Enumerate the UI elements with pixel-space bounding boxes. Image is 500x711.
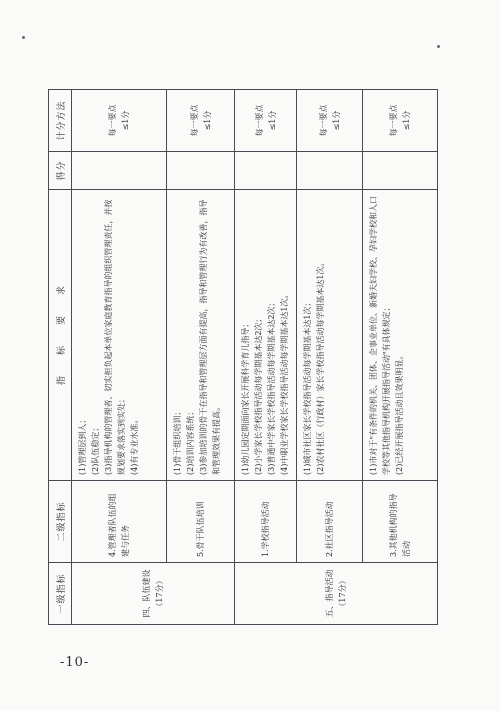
level2-cell: 1.学校指导活动: [235, 481, 297, 563]
score-cell: [297, 152, 363, 190]
requirements-cell: (1)骨干组织培训； (2)培训内容系统； (3)参加培训的骨干在指导和管理层方面有提高，指导和管理行为有改善，指导和管理效果有提高。: [167, 190, 235, 481]
method-cell: 每一要点 ≤1分: [167, 90, 235, 152]
table-row: [167, 90, 235, 625]
evaluation-table: [48, 89, 438, 625]
requirements-cell: (1)管理层到人； (2)队伍稳定； (3)指导机构的管理者、切实担负起本单位家庭教育指导的组织管理责任，并按规划要求落实到实处； (4)有专业水准。: [72, 190, 167, 481]
table-header-row: [49, 90, 72, 625]
header-score: 得分: [49, 152, 72, 190]
score-cell: [167, 152, 235, 190]
requirements-cell: (1)市对于"有条件的机关、团体、企事业单位、新婚夫妇学校、孕妇学校和人口学校等其他指导机构开展指导活动"有具体规定； (2)已经开展指导活动且效果明显。: [363, 190, 438, 481]
header-level1: 一级指标: [49, 563, 72, 625]
level1-cell: 五、指导活动 （17分）: [235, 563, 438, 625]
table-row: [72, 90, 167, 625]
score-cell: [235, 152, 297, 190]
requirements-cell: (1)城市社区家长学校指导活动每学期基本达1次； (2)农村社区（行政村）家长学校指导活动每学期基本达1次。: [297, 190, 363, 481]
level2-cell: 5.骨干队伍培训: [167, 481, 235, 563]
method-cell: 每一要点 ≤1分: [363, 90, 438, 152]
rotated-table-container: [48, 90, 438, 625]
score-cell: [72, 152, 167, 190]
table-row: [235, 90, 297, 625]
scan-speck: [22, 36, 25, 39]
header-level2: 二级指标: [49, 481, 72, 563]
header-requirements: 指 标 要 求: [49, 190, 72, 481]
level2-cell: 2.社区指导活动: [297, 481, 363, 563]
method-cell: 每一要点 ≤1分: [235, 90, 297, 152]
score-cell: [363, 152, 438, 190]
level2-cell: 3.其他机构的指导 活动: [363, 481, 438, 563]
requirements-cell: (1)幼儿园定期面向家长开展科学育儿指导； (2)小学家长学校指导活动每学期基本达2次； (3)普通中学家长学校指导活动每学期基本达2次； (4)中职业学校家长学校指导活动每学期基本达1次。: [235, 190, 297, 481]
table-row: [363, 90, 438, 625]
header-method: 计分方法: [49, 90, 72, 152]
level2-cell: 4.管理者队伍的组 建与任务: [72, 481, 167, 563]
level1-cell: 四、队伍建设 （17分）: [72, 563, 235, 625]
method-cell: 每一要点 ≤1分: [297, 90, 363, 152]
table-row: [297, 90, 363, 625]
page-number: -10-: [60, 655, 90, 670]
method-cell: 每一要点 ≤1分: [72, 90, 167, 152]
scan-speck: [437, 45, 440, 48]
